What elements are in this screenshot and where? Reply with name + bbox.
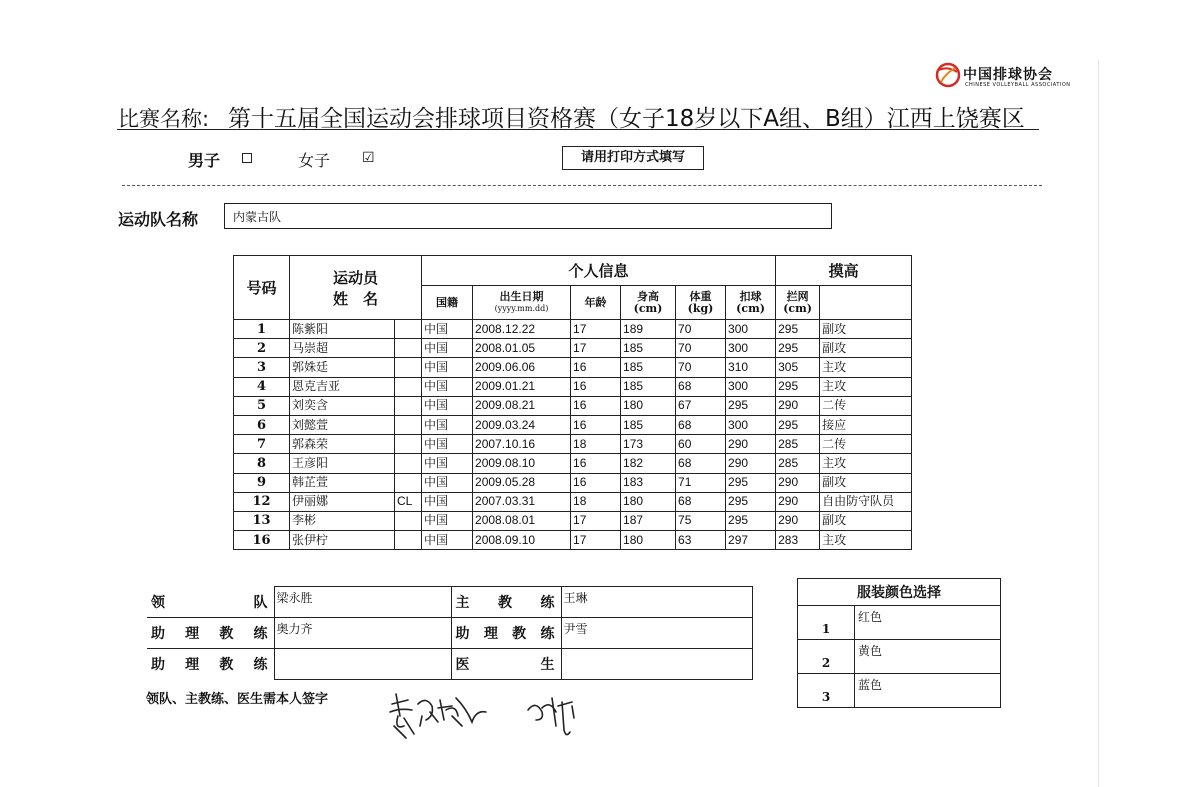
header-weight <box>676 286 726 320</box>
list-item <box>798 640 1001 674</box>
player-height: 180 <box>621 531 676 550</box>
player-mark <box>395 339 422 358</box>
player-block: 295 <box>776 320 820 339</box>
team-name-label: 运动队名称 <box>118 210 199 229</box>
head-coach-value[interactable]: 王琳 <box>561 587 752 618</box>
player-age: 17 <box>571 511 621 530</box>
player-age: 16 <box>571 415 621 434</box>
header-weight-label: 体重 <box>689 289 712 303</box>
uniform-option-index: 2 <box>798 640 855 674</box>
table-row <box>234 358 912 377</box>
competition-name: 第十五届全国运动会排球项目资格赛（女子18岁以下A组、B组）江西上饶赛区 <box>228 106 1025 132</box>
player-height: 180 <box>621 396 676 415</box>
roster-table <box>233 255 912 550</box>
player-height: 185 <box>621 358 676 377</box>
player-mark <box>395 531 422 550</box>
assistant-coach-1-value[interactable]: 奥力齐 <box>274 618 451 649</box>
logo-text: 中国排球协会 <box>963 67 1053 83</box>
player-number: 16 <box>234 531 290 550</box>
player-mark <box>395 435 422 454</box>
table-row <box>234 492 912 511</box>
player-spike: 300 <box>726 320 776 339</box>
player-position: 副攻 <box>820 339 912 358</box>
player-weight: 75 <box>676 511 726 530</box>
player-weight: 68 <box>676 415 726 434</box>
handwritten-signature <box>386 686 616 746</box>
player-spike: 295 <box>726 511 776 530</box>
player-number: 3 <box>234 358 290 377</box>
player-position: 二传 <box>820 435 912 454</box>
table-row <box>234 320 912 339</box>
header-block <box>776 286 820 320</box>
player-name: 伊丽娜 <box>290 492 395 511</box>
player-height: 185 <box>621 339 676 358</box>
leader-label: 领 队 <box>147 587 274 618</box>
header-personal-info: 个人信息 <box>422 256 776 286</box>
uniform-color-table <box>797 578 1001 708</box>
dashed-divider <box>122 185 1042 186</box>
list-item <box>798 674 1001 708</box>
player-name: 陈紫阳 <box>290 320 395 339</box>
table-row <box>234 473 912 492</box>
player-height: 189 <box>621 320 676 339</box>
player-birth: 2009.05.28 <box>473 473 571 492</box>
player-age: 18 <box>571 492 621 511</box>
player-name: 刘奕含 <box>290 396 395 415</box>
player-name: 韩芷萱 <box>290 473 395 492</box>
player-weight: 67 <box>676 396 726 415</box>
player-block: 290 <box>776 473 820 492</box>
player-block: 295 <box>776 339 820 358</box>
header-athlete-line1: 运动员 <box>333 268 379 287</box>
player-mark <box>395 415 422 434</box>
player-block: 295 <box>776 377 820 396</box>
player-weight: 70 <box>676 358 726 377</box>
player-weight: 68 <box>676 492 726 511</box>
table-row <box>234 511 912 530</box>
player-number: 7 <box>234 435 290 454</box>
table-row <box>234 377 912 396</box>
table-row <box>234 454 912 473</box>
list-item <box>798 606 1001 640</box>
header-birth <box>473 286 571 320</box>
player-mark <box>395 320 422 339</box>
player-nation: 中国 <box>422 531 473 550</box>
player-birth: 2009.01.21 <box>473 377 571 396</box>
header-age: 年龄 <box>571 286 621 320</box>
player-spike: 297 <box>726 531 776 550</box>
player-mark: CL <box>395 492 422 511</box>
doctor-label: 医 生 <box>451 649 561 680</box>
player-height: 183 <box>621 473 676 492</box>
player-age: 16 <box>571 454 621 473</box>
player-mark <box>395 454 422 473</box>
table-row <box>234 339 912 358</box>
player-spike: 295 <box>726 473 776 492</box>
player-height: 185 <box>621 377 676 396</box>
head-coach-label: 主 教 练 <box>451 587 561 618</box>
player-name: 王彦阳 <box>290 454 395 473</box>
player-nation: 中国 <box>422 454 473 473</box>
association-logo <box>935 62 1071 92</box>
player-name: 张伊柠 <box>290 531 395 550</box>
player-spike: 310 <box>726 358 776 377</box>
player-age: 16 <box>571 396 621 415</box>
player-birth: 2008.12.22 <box>473 320 571 339</box>
header-athlete-line2: 姓 名 <box>333 289 379 308</box>
player-spike: 290 <box>726 454 776 473</box>
header-spike <box>726 286 776 320</box>
player-position: 自由防守队员 <box>820 492 912 511</box>
table-row <box>234 396 912 415</box>
header-spike-label: 扣球 <box>739 289 762 303</box>
title-underline <box>117 129 1039 130</box>
player-block: 290 <box>776 511 820 530</box>
player-nation: 中国 <box>422 473 473 492</box>
player-position: 副攻 <box>820 511 912 530</box>
player-block: 295 <box>776 415 820 434</box>
player-block: 290 <box>776 492 820 511</box>
player-position: 副攻 <box>820 473 912 492</box>
player-position: 主攻 <box>820 454 912 473</box>
player-spike: 300 <box>726 339 776 358</box>
player-weight: 70 <box>676 320 726 339</box>
player-position: 主攻 <box>820 358 912 377</box>
uniform-option-color[interactable]: 蓝色 <box>855 674 1001 708</box>
header-height-unit: (cm) <box>633 301 663 315</box>
player-spike: 290 <box>726 435 776 454</box>
header-reach: 摸高 <box>776 256 912 286</box>
player-weight: 60 <box>676 435 726 454</box>
player-name: 李彬 <box>290 511 395 530</box>
player-block: 285 <box>776 454 820 473</box>
header-height <box>621 286 676 320</box>
player-birth: 2009.08.21 <box>473 396 571 415</box>
player-number: 5 <box>234 396 290 415</box>
player-block: 283 <box>776 531 820 550</box>
player-nation: 中国 <box>422 435 473 454</box>
player-nation: 中国 <box>422 320 473 339</box>
player-age: 17 <box>571 320 621 339</box>
player-spike: 300 <box>726 377 776 396</box>
player-number: 1 <box>234 320 290 339</box>
player-birth: 2009.03.24 <box>473 415 571 434</box>
male-label: 男子 <box>188 151 221 170</box>
player-mark <box>395 377 422 396</box>
player-birth: 2009.08.10 <box>473 454 571 473</box>
player-spike: 295 <box>726 492 776 511</box>
player-birth: 2008.08.01 <box>473 511 571 530</box>
header-spike-unit: (cm) <box>736 301 765 315</box>
player-mark <box>395 511 422 530</box>
player-birth: 2008.01.05 <box>473 339 571 358</box>
uniform-option-index: 3 <box>798 674 855 708</box>
doctor-value[interactable] <box>561 649 752 680</box>
player-weight: 68 <box>676 377 726 396</box>
player-number: 8 <box>234 454 290 473</box>
player-height: 182 <box>621 454 676 473</box>
player-nation: 中国 <box>422 358 473 377</box>
player-name: 郭姝廷 <box>290 358 395 377</box>
uniform-color-title: 服装颜色选择 <box>798 579 1001 606</box>
staff-table <box>147 586 753 680</box>
logo-subtext: CHINESE VOLLEYBALL ASSOCIATION <box>965 82 1071 88</box>
player-position: 主攻 <box>820 377 912 396</box>
assistant-coach-3-value[interactable]: 尹雪 <box>561 618 752 649</box>
player-nation: 中国 <box>422 396 473 415</box>
player-name: 郭森荣 <box>290 435 395 454</box>
player-height: 173 <box>621 435 676 454</box>
header-birth-label: 出生日期 <box>499 289 544 303</box>
player-weight: 70 <box>676 339 726 358</box>
player-position: 主攻 <box>820 531 912 550</box>
assistant-coach-2-label: 助 理 教 练 <box>147 649 274 680</box>
player-position: 接应 <box>820 415 912 434</box>
player-age: 18 <box>571 435 621 454</box>
player-spike: 295 <box>726 396 776 415</box>
player-nation: 中国 <box>422 339 473 358</box>
player-position: 二传 <box>820 396 912 415</box>
player-age: 17 <box>571 339 621 358</box>
player-number: 12 <box>234 492 290 511</box>
player-weight: 63 <box>676 531 726 550</box>
header-weight-unit: (kg) <box>687 301 714 315</box>
assistant-coach-3-label: 助 理 教 练 <box>451 618 561 649</box>
player-nation: 中国 <box>422 511 473 530</box>
player-weight: 68 <box>676 454 726 473</box>
player-age: 16 <box>571 377 621 396</box>
player-birth: 2007.03.31 <box>473 492 571 511</box>
player-position: 副攻 <box>820 320 912 339</box>
player-mark <box>395 358 422 377</box>
player-weight: 71 <box>676 473 726 492</box>
player-number: 4 <box>234 377 290 396</box>
uniform-option-color[interactable]: 黄色 <box>855 640 1001 674</box>
player-nation: 中国 <box>422 415 473 434</box>
player-height: 180 <box>621 492 676 511</box>
competition-label: 比赛名称: <box>118 107 210 131</box>
header-nationality: 国籍 <box>422 286 473 320</box>
player-mark <box>395 473 422 492</box>
player-nation: 中国 <box>422 492 473 511</box>
header-block-label: 拦网 <box>786 289 809 303</box>
player-birth: 2008.09.10 <box>473 531 571 550</box>
table-row <box>234 531 912 550</box>
print-note: 请用打印方式填写 <box>562 146 704 170</box>
player-name: 马崇超 <box>290 339 395 358</box>
male-checkbox[interactable] <box>242 153 252 163</box>
player-age: 17 <box>571 531 621 550</box>
player-spike: 300 <box>726 415 776 434</box>
female-label: 女子 <box>298 151 331 170</box>
assistant-coach-1-label: 助 理 教 练 <box>147 618 274 649</box>
player-nation: 中国 <box>422 377 473 396</box>
header-athlete <box>290 256 422 320</box>
leader-value[interactable]: 梁永胜 <box>274 587 451 618</box>
player-age: 16 <box>571 358 621 377</box>
player-number: 6 <box>234 415 290 434</box>
player-mark <box>395 396 422 415</box>
player-block: 305 <box>776 358 820 377</box>
table-row <box>234 435 912 454</box>
player-number: 2 <box>234 339 290 358</box>
table-row <box>234 415 912 434</box>
player-block: 290 <box>776 396 820 415</box>
player-block: 285 <box>776 435 820 454</box>
player-height: 187 <box>621 511 676 530</box>
player-number: 13 <box>234 511 290 530</box>
player-height: 185 <box>621 415 676 434</box>
team-name-value: 内蒙古队 <box>233 210 282 224</box>
header-number: 号码 <box>234 256 290 320</box>
player-name: 恩克吉亚 <box>290 377 395 396</box>
assistant-coach-2-value[interactable] <box>274 649 451 680</box>
header-height-label: 身高 <box>637 289 660 303</box>
header-birth-format: (yyyy.mm.dd) <box>494 303 549 313</box>
female-checkbox[interactable]: ☑ <box>362 150 375 166</box>
uniform-option-index: 1 <box>798 606 855 640</box>
player-birth: 2007.10.16 <box>473 435 571 454</box>
player-name: 刘懿萱 <box>290 415 395 434</box>
signature-note: 领队、主教练、医生需本人签字 <box>146 692 329 707</box>
player-number: 9 <box>234 473 290 492</box>
uniform-option-color[interactable]: 红色 <box>855 606 1001 640</box>
player-birth: 2009.06.06 <box>473 358 571 377</box>
page-edge <box>1098 60 1099 787</box>
volleyball-logo-icon <box>935 62 961 88</box>
player-age: 16 <box>571 473 621 492</box>
team-name-field[interactable] <box>224 203 832 229</box>
header-block-unit: (cm) <box>783 301 812 315</box>
